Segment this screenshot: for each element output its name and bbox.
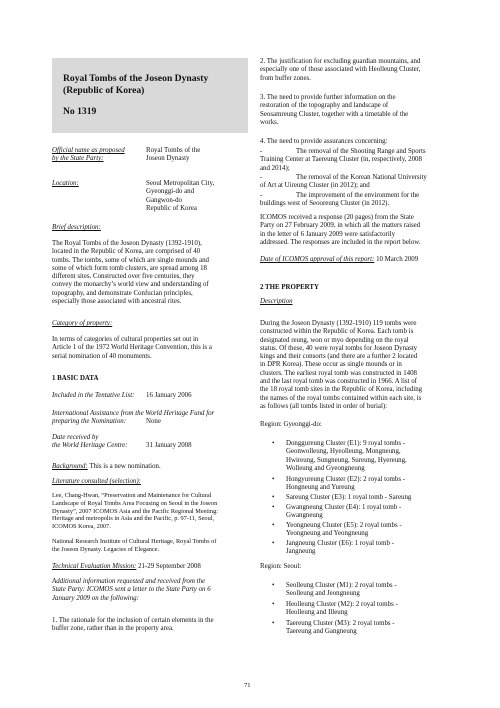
official-name-label: Official name as proposed by the State Party: xyxy=(52,147,125,163)
category-heading: Category of property: xyxy=(52,320,113,327)
request-item-4-sub-3: - The improvement of the environment for the buildings west of Seooreung Cluster (in 2012). xyxy=(260,192,420,208)
mission-row: Technical Evaluation Mission: 21-29 September 2008 xyxy=(52,563,201,570)
literature-heading: Literature consulted (selection): xyxy=(52,478,141,485)
official-name-value: Royal Tombs of the Joseon Dynasty xyxy=(146,147,201,163)
brief-description-heading: Brief description: xyxy=(52,224,101,231)
request-item-4-sub-2: - The removal of the Korean National University of Art at Uireung Cluster (in 2012); and xyxy=(260,174,427,190)
literature-entry-1: Lee, Chang-Hwan, “Preservation and Maintenance for Cultural Landscape of Royal Tombs Area Focusing on Seoul in the Joseon Dynasty”, 2007 ICOMOS Asia and the Pacific Regional Meeting: Heritage and metropolis in Asia and the Pacific, p. 97-11, Seoul, ICOMOS Korea, 2007. xyxy=(52,492,218,531)
international-assistance-value: None xyxy=(146,418,161,425)
brief-description-text: The Royal Tombs of the Joseon Dynasty (1392-1910), located in the Republic of Korea, are comprised of 40 tombs. The tombs, some of which are single mounds and some of which form tomb clusters, are spread among 18 different sites. Constructed over five centuries, they convey the monarchy’s world view and understanding of topography, and demonstrate Confucian principles, especially those associated with ancestral rites. xyxy=(52,240,209,306)
location-value: Seoul Metropolitan City, Gyeonggi-do and Gangwon-do Republic of Korea xyxy=(146,180,215,212)
title-line: Royal Tombs of the Joseon Dynasty xyxy=(63,73,209,84)
background-row: Background: This is a new nomination. xyxy=(52,463,161,470)
request-item-2: 2. The justification for excluding guardian mountains, and especially one of those associated with Heolleung Cluster, from buffer zones. xyxy=(260,58,421,82)
document-page: Royal Tombs of the Joseon Dynasty (Republic of Korea) No 1319 Official name as proposed by the State Party: Royal Tombs of the Joseon Dynasty Location: Seoul Metropolitan City, Gyeonggi-do and Gangwon-do Republic of Korea Brief description: The Royal Tombs of the Joseon Dynasty (1392-1910), located in the Republic of Korea, are comprised of 40 tombs. The tombs, some of which are single mounds and some of which form tomb clusters, are spread among 18 different sites. Constructed over five centuries, they convey the monarchy’s world view and understanding of topography, and demonstrate Confucian principles, especially those associated with ancestral rites. Category of property: In terms of categories of cultural properties set out in Article 1 of the 1972 World Heritage Convention, this is a serial nomination of 40 monuments. 1 BASIC DATA Included in the Tentative List: 16 January 2006 International Assistance from the World Heritage Fund for preparing the Nomination: None Date received by the World Heritage Centre: 31 January 2008 Background: This is a new nomination. Literature consulted (selection): Lee, Chang-Hwan, “Preservation and Maintenance for Cultural Landscape of Royal Tombs Area Focusing on Seoul in the Joseon Dynasty”, 2007 ICOMOS Asia and the Pacific Regional Meeting: Heritage and metropolis in Asia and the Pacific, p. 97-11, Seoul, ICOMOS Korea, 2007. National Research Institute of Cultural Heritage, Royal Tombs of the Joseon Dynasty. Legacies of Elegance. Technical Evaluation Mission: 21-29 September 2008 Additional information requested and received from the State Party: ICOMOS sent a letter to the State Party on 6 January 2009 on the following: 1. The rationale for the inclusion of certain elements in the buffer zone, rather than in the property area. 2. The justification for excluding guardian mountains, and especially one of those associated with Heolleung Cluster, from buffer zones. 3. The need to provide further information on the restoration of the topography and landscape of Seosamreung Cluster, together with a timetable of the works. 4. The need to provide assurances concerning: - The removal of the Shooting Range and Sports Training Center at Taereung Cluster (in, respectively, 2008 and 2014); - The removal of the Korean National University of Art at Uireung Cluster (in 2012); and - The improvement of the environment for the buildings west of Seooreung Cluster (in 2012). ICOMOS received a response (20 pages) from the State Party on 27 February 2009, in which all the matters raised in the letter of 6 January 2009 were satisfactorily addressed. The responses are included in the report below. Date of ICOMOS approval of this report: 10 March 2009 2 THE PROPERTY Description During the Joseon Dynasty (1392-1910) 119 tombs were constructed within the Republic of Korea. Each tomb is designated reung, won or myo depending on the royal status. Of these, 40 were royal tombs for Joseon Dynasty kings and their consorts (and there are a further 2 located in DPR Korea). These occur as single mounds or in clusters. The earliest royal tomb was constructed in 1408 and the last royal tomb was constructed in 1966. A list of the 18 royal tomb sites in the Republic of Korea, including the names of the royal tombs contained within each site, is as follows (all tombs listed in order of burial): Region: Gyeonggi-do: • Donggureung Cluster (E1): 9 royal tombs - Geonwolleung, Hyeolleung, Mongneung, Hwireung, Sungneung, Sureung, Hyereung, Wolleung and Gyeongneung • Hongyureung Cluster (E2): 2 royal tombs - Hongneung and Yureung • Sareung Cluster (E3): 1 royal tomb - Sareung • Gwangneung Cluster (E4): 1 royal tomb - Gwangneung • Yeongneung Cluster (E5): 2 royal tombs - Yeongneung and Yeongneung • Jangneung Cluster (E6): 1 royal tomb - Jangneung Region: Seoul: • Seolleung Cluster (M1): 2 royal tombs - Seolleung and Jeongneung • Heolleung Cluster (M2): 2 royal tombs - Heolleung and Illeung • Taereung Cluster (M3): 2 royal tombs - Taereung and Gangneung 71 xyxy=(0,0,500,708)
response-paragraph: ICOMOS received a response (20 pages) from the State Party on 27 February 2009, in which all the matters raised in the letter of 6 January 2009 were satisfactorily addressed. The responses are included in the report below. xyxy=(260,214,421,246)
reference-number: No 1319 xyxy=(63,106,97,117)
request-item-3: 3. The need to provide further information on the restoration of the topography and landscape of Seosamreung Cluster, together with a timetable of the works. xyxy=(260,94,409,126)
section-property-heading: 2 THE PROPERTY xyxy=(260,284,319,291)
title-box xyxy=(52,58,248,133)
approval-row: Date of ICOMOS approval of this report: 10 March 2009 xyxy=(260,256,419,263)
title-country: (Republic of Korea) xyxy=(63,84,145,96)
region-gyeonggi-heading: Region: Gyeonggi-do: xyxy=(260,421,322,428)
request-item-4-sub-1: - The removal of the Shooting Range and Sports Training Center at Taereung Cluster (in, respectively, 2008 and 2014); xyxy=(260,148,426,172)
request-item-4: 4. The need to provide assurances concerning: xyxy=(260,138,388,145)
request-item-1: 1. The rationale for the inclusion of certain elements in the buffer zone, rather than in the property area. xyxy=(52,617,214,633)
category-text: In terms of categories of cultural properties set out in Article 1 of the 1972 World Heritage Convention, this is a serial nomination of 40 monuments. xyxy=(52,336,212,360)
section-basic-data-heading: 1 BASIC DATA xyxy=(52,375,99,382)
additional-information: Additional information requested and received from the State Party: ICOMOS sent a letter to the State Party on 6 January 2009 on the following: xyxy=(52,578,211,602)
location-label: Location: xyxy=(52,180,79,187)
description-heading: Description xyxy=(260,298,293,305)
description-paragraph: During the Joseon Dynasty (1392-1910) 119 tombs were constructed within the Republic of Korea. Each tomb is designated reung, won or myo depending on the royal status. Of these, 40 were royal tombs for Joseon Dynasty kings and their consorts (and there are a further 2 located in DPR Korea). These occur as single mounds or in clusters. The earliest royal tomb was constructed in 1408 and the last royal tomb was constructed in 1966. A list of the 18 royal tomb sites in the Republic of Korea, including the names of the royal tombs contained within each site, is as follows (all tombs listed in order of burial): xyxy=(260,320,423,410)
literature-entry-2: National Research Institute of Cultural Heritage, Royal Tombs of the Joseon Dynasty. Legacies of Elegance. xyxy=(52,538,217,553)
document-title xyxy=(63,73,208,96)
international-assistance: International Assistance from the World Heritage Fund for preparing the Nomination: xyxy=(52,410,215,426)
page-number: 71 xyxy=(244,682,251,689)
region-seoul-heading: Region: Seoul: xyxy=(260,563,302,570)
